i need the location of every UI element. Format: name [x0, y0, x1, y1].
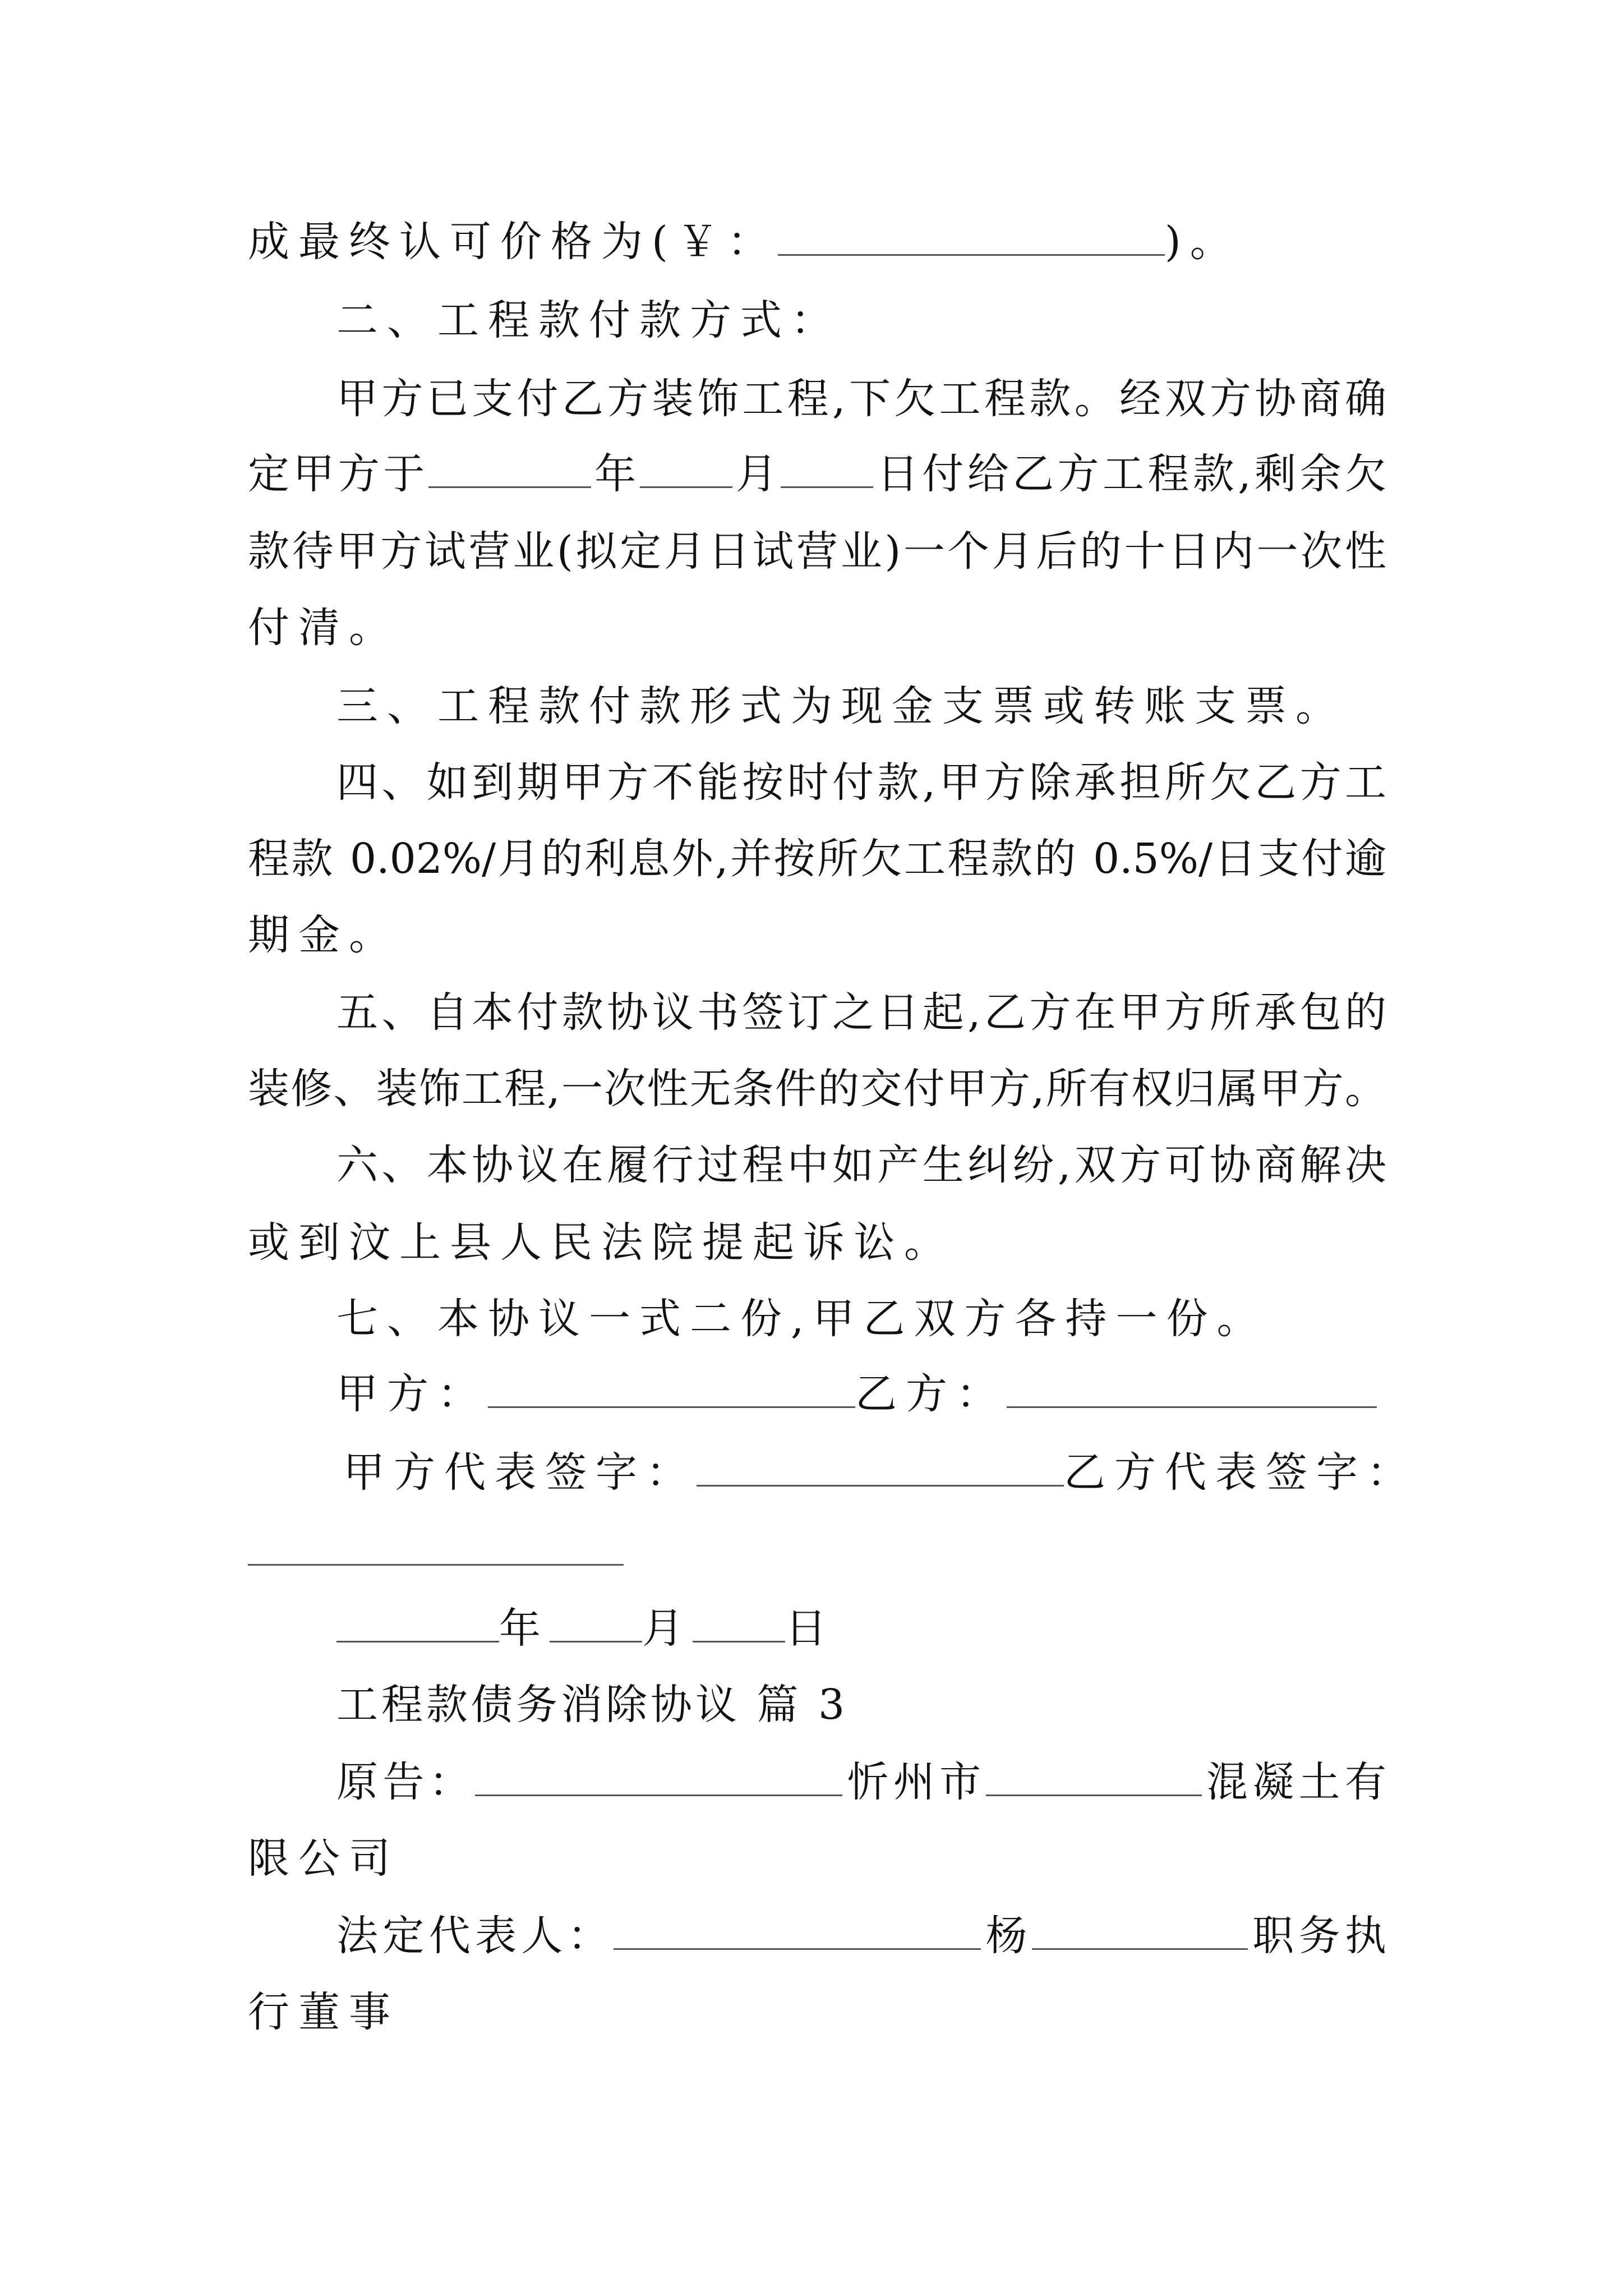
- plaintiff-line: [336, 1757, 1386, 1807]
- text-segment: 忻州市: [842, 1758, 986, 1806]
- text-segment: 法定代表人：: [336, 1912, 614, 1960]
- text-segment: 甲方：: [336, 1370, 488, 1418]
- year-blank: [336, 1607, 499, 1642]
- text-segment: 定甲方于: [248, 450, 428, 498]
- text-segment: 年: [591, 450, 640, 498]
- party-a-blank: [488, 1373, 855, 1408]
- clause-3: 三、工程款付款形式为现金支票或转账支票。: [336, 682, 1346, 730]
- representative-name-blank: [1032, 1915, 1248, 1950]
- day-blank: [781, 453, 873, 488]
- clause-2-paragraph-line: 甲方已支付乙方装饰工程,下欠工程款。经双方协商确: [336, 375, 1386, 423]
- party-b-representative-blank: [248, 1564, 624, 1566]
- text-segment: 乙方代表签字：: [1064, 1448, 1417, 1497]
- plaintiff-blank: [475, 1761, 842, 1796]
- text-segment: 日: [785, 1604, 836, 1653]
- party-b-blank: [1007, 1373, 1377, 1408]
- clause-2-paragraph-line: 款待甲方试营业(拟定月日试营业)一个月后的十日内一次性: [248, 527, 1386, 576]
- representative-blank: [614, 1915, 981, 1950]
- text-segment: 甲方代表签字：: [343, 1448, 697, 1497]
- year-blank: [428, 453, 591, 488]
- price-blank: [778, 220, 1165, 256]
- party-signature-line: [336, 1369, 1377, 1419]
- clause-5-line: 装修、装饰工程,一次性无条件的交付甲方,所有权归属甲方。: [248, 1065, 1386, 1113]
- payment-date-line: [248, 449, 1386, 499]
- section-heading: 工程款债务消除协议 篇 3: [336, 1681, 849, 1729]
- clause-4-line: 期金。: [248, 911, 399, 959]
- company-name-blank: [986, 1761, 1202, 1796]
- clause-4-line: 程款 0.02%/月的利息外,并按所欠工程款的 0.5%/日支付逾: [248, 835, 1386, 883]
- text-segment: 职务执: [1247, 1912, 1387, 1960]
- clause-7: 七、本协议一式二份,甲乙双方各持一份。: [336, 1295, 1267, 1343]
- text-segment: 杨: [981, 1912, 1032, 1960]
- clause-4-line: 四、如到期甲方不能按时付款,甲方除承担所欠乙方工: [336, 758, 1386, 807]
- text-segment: 原告：: [336, 1758, 476, 1806]
- day-blank: [693, 1607, 785, 1642]
- representative-signature-line: [343, 1447, 1417, 1498]
- signing-date-line: [336, 1603, 836, 1654]
- party-a-representative-blank: [697, 1451, 1064, 1487]
- clause-5-line: 五、自本付款协议书签订之日起,乙方在甲方所承包的: [336, 988, 1386, 1037]
- month-blank: [640, 453, 732, 488]
- text-segment: 混凝土有: [1201, 1758, 1387, 1806]
- text-segment: 乙方：: [855, 1370, 1007, 1418]
- clause-6-line: 或到汶上县人民法院提起诉讼。: [248, 1218, 955, 1267]
- clause-2-heading: 二、工程款付款方式：: [336, 296, 841, 344]
- legal-representative-line-continued: 行董事: [248, 1988, 399, 2036]
- clause-2-paragraph-line: 付清。: [248, 604, 399, 652]
- month-blank: [550, 1607, 642, 1642]
- text-segment: )。: [1164, 218, 1241, 266]
- text-segment: 月: [642, 1604, 693, 1653]
- plaintiff-line-continued: 限公司: [248, 1834, 399, 1883]
- price-line: [248, 217, 1241, 267]
- text-segment: 年: [499, 1604, 550, 1653]
- clause-6-line: 六、本协议在履行过程中如产生纠纷,双方可协商解决: [336, 1141, 1386, 1189]
- text-segment: 月: [732, 450, 781, 498]
- legal-representative-line: [336, 1911, 1386, 1961]
- text-segment: 日付给乙方工程款,剩余欠: [873, 450, 1387, 498]
- text-segment: 成最终认可价格为(￥：: [248, 218, 778, 266]
